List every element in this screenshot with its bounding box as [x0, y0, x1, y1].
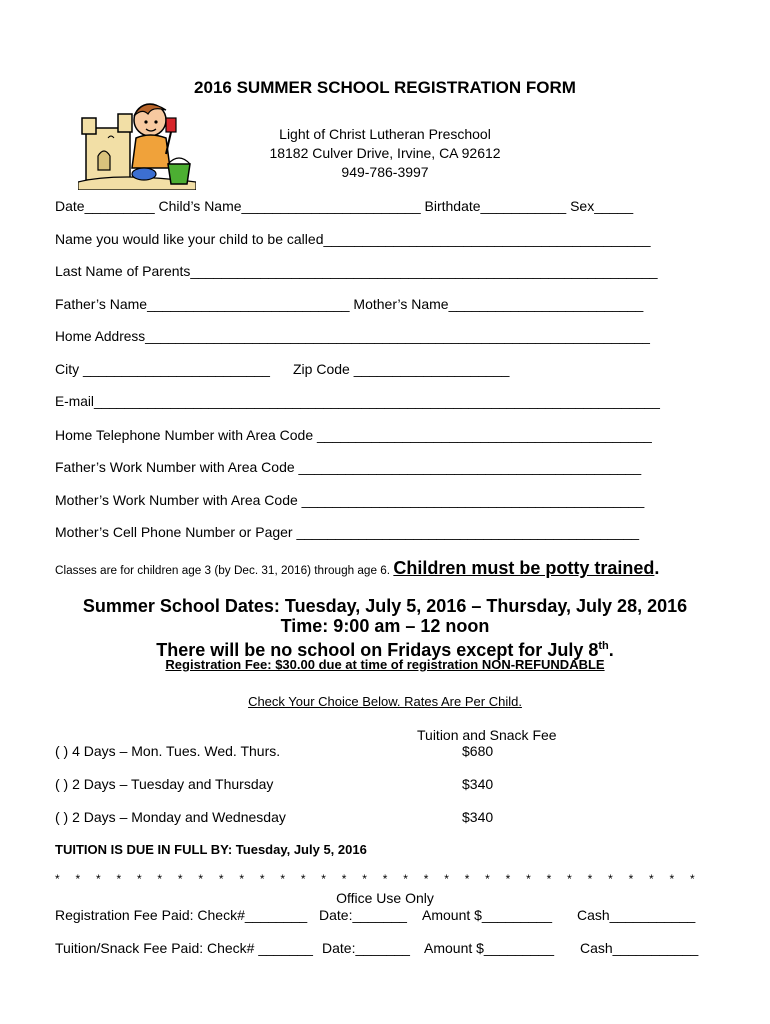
registration-fee-date-field[interactable]: Date:_______: [319, 907, 407, 923]
school-name: Light of Christ Lutheran Preschool: [279, 126, 491, 142]
tuition-fee-date-field[interactable]: Date:_______: [322, 940, 410, 956]
divider-stars: * * * * * * * * * * * * * * * * * * * * * * * * * * * * * * * *: [55, 872, 695, 886]
office-use-title: Office Use Only: [336, 890, 434, 906]
potty-trained-note: Children must be potty trained: [393, 558, 655, 578]
option-mon-wed[interactable]: ( ) 2 Days – Monday and Wednesday: [55, 809, 286, 825]
parents-last-name-field[interactable]: Last Name of Parents____________________________________________________________: [55, 263, 658, 279]
home-address-field[interactable]: Home Address__________________________________________________________________: [55, 329, 650, 344]
email-field[interactable]: E-mail__________________________________________________________________________: [55, 394, 660, 409]
father-work-number-field[interactable]: Father’s Work Number with Area Code ____________________________________________: [55, 459, 642, 475]
registration-fee-check-field[interactable]: Registration Fee Paid: Check#________: [55, 907, 308, 923]
option-mon-wed-price: $340: [462, 809, 494, 825]
tuition-fee-check-field[interactable]: Tuition/Snack Fee Paid: Check# _______: [55, 940, 313, 956]
age-range-text: Classes are for children age 3 (by Dec. 31, 2016) through age 6.: [55, 564, 391, 577]
school-address: 18182 Culver Drive, Irvine, CA 92612: [269, 145, 501, 161]
fee-column-header: Tuition and Snack Fee: [417, 727, 557, 743]
form-title: 2016 SUMMER SCHOOL REGISTRATION FORM: [194, 78, 576, 97]
mother-work-number-field[interactable]: Mother’s Work Number with Area Code ____________________________________________: [55, 492, 645, 508]
option-4-days[interactable]: ( ) 4 Days – Mon. Tues. Wed. Thurs.: [55, 743, 281, 759]
tuition-due-note: TUITION IS DUE IN FULL BY: Tuesday, July 5, 2016: [55, 842, 367, 857]
registration-fee-note: Registration Fee: $30.00 due at time of registration NON-REFUNDABLE: [165, 657, 605, 672]
tuition-fee-cash-field[interactable]: Cash___________: [580, 940, 699, 956]
summer-school-dates: Summer School Dates: Tuesday, July 5, 2016 – Thursday, July 28, 2016: [82, 596, 688, 616]
option-tue-thu[interactable]: ( ) 2 Days – Tuesday and Thursday: [55, 776, 274, 792]
zip-code-field[interactable]: Zip Code ____________________: [293, 361, 510, 377]
class-time: Time: 9:00 am – 12 noon: [280, 616, 490, 636]
school-phone: 949-786-3997: [341, 164, 429, 180]
choice-instructions: Check Your Choice Below. Rates Are Per Child.: [248, 694, 522, 709]
date-child-birthdate-sex-fields[interactable]: Date_________ Child’s Name_______________________ Birthdate___________ Sex_____: [55, 198, 634, 214]
nickname-field[interactable]: Name you would like your child to be called__________________________________________: [55, 231, 651, 247]
option-tue-thu-price: $340: [462, 776, 494, 792]
friday-note: There will be no school on Fridays except for July 8th.: [156, 640, 614, 660]
city-field[interactable]: City ________________________: [55, 361, 270, 377]
registration-fee-amount-field[interactable]: Amount $_________: [422, 907, 552, 923]
option-4-days-price: $680: [462, 743, 494, 759]
mother-cell-number-field[interactable]: Mother’s Cell Phone Number or Pager ____________________________________________: [55, 524, 640, 540]
registration-fee-cash-field[interactable]: Cash___________: [577, 907, 696, 923]
parent-names-field[interactable]: Father’s Name__________________________ Mother’s Name_________________________: [55, 296, 644, 312]
tuition-fee-amount-field[interactable]: Amount $_________: [424, 940, 554, 956]
home-telephone-field[interactable]: Home Telephone Number with Area Code ___________________________________________: [55, 427, 652, 443]
eligibility-note: Classes are for children age 3 (by Dec. 31, 2016) through age 6. Children must be potty trained.: [55, 558, 660, 578]
